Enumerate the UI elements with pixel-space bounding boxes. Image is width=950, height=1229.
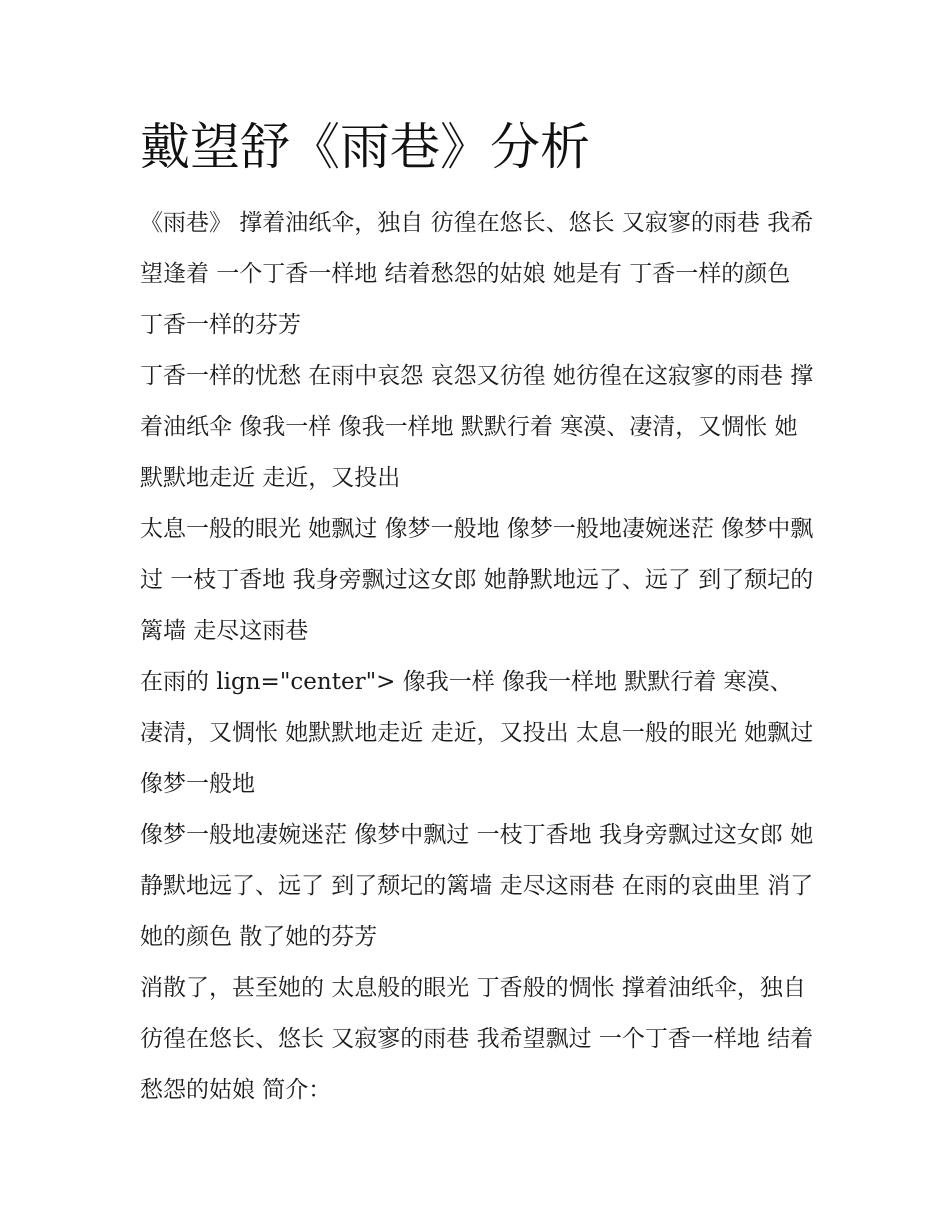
paragraph: 消散了，甚至她的 太息般的眼光 丁香般的惆怅 撑着油纸伞，独自 彷徨在悠长、悠长 又寂寥的雨巷 我希望飘过 一个丁香一样地 结着愁怨的姑娘 简介： xyxy=(140,975,814,1103)
paragraph: 在雨的 lign="center"> 像我一样 像我一样地 默默行着 寒漠、凄清，又惆怅 她默默地走近 走近，又投出 太息一般的眼光 她飘过 像梦一般地 xyxy=(140,669,814,797)
paragraph: 丁香一样的忧愁 在雨中哀怨 哀怨又彷徨 她彷徨在这寂寥的雨巷 撑着油纸伞 像我一样 像我一样地 默默行着 寒漠、凄清，又惆怅 她默默地走近 走近，又投出 xyxy=(140,363,814,491)
paragraph: 太息一般的眼光 她飘过 像梦一般地 像梦一般地凄婉迷茫 像梦中飘过 一枝丁香地 我身旁飘过这女郎 她静默地远了、远了 到了颓圮的篱墙 走尽这雨巷 xyxy=(140,516,814,644)
paragraph: 像梦一般地凄婉迷茫 像梦中飘过 一枝丁香地 我身旁飘过这女郎 她静默地远了、远了 到了颓圮的篱墙 走尽这雨巷 在雨的哀曲里 消了她的颜色 散了她的芬芳 xyxy=(140,822,814,950)
document-body xyxy=(140,198,815,1116)
paragraph: 《雨巷》 撑着油纸伞，独自 彷徨在悠长、悠长 又寂寥的雨巷 我希望逢着 一个丁香一样地 结着愁怨的姑娘 她是有 丁香一样的颜色 丁香一样的芬芳 xyxy=(140,210,814,338)
page-title: 戴望舒《雨巷》分析 xyxy=(140,118,590,176)
